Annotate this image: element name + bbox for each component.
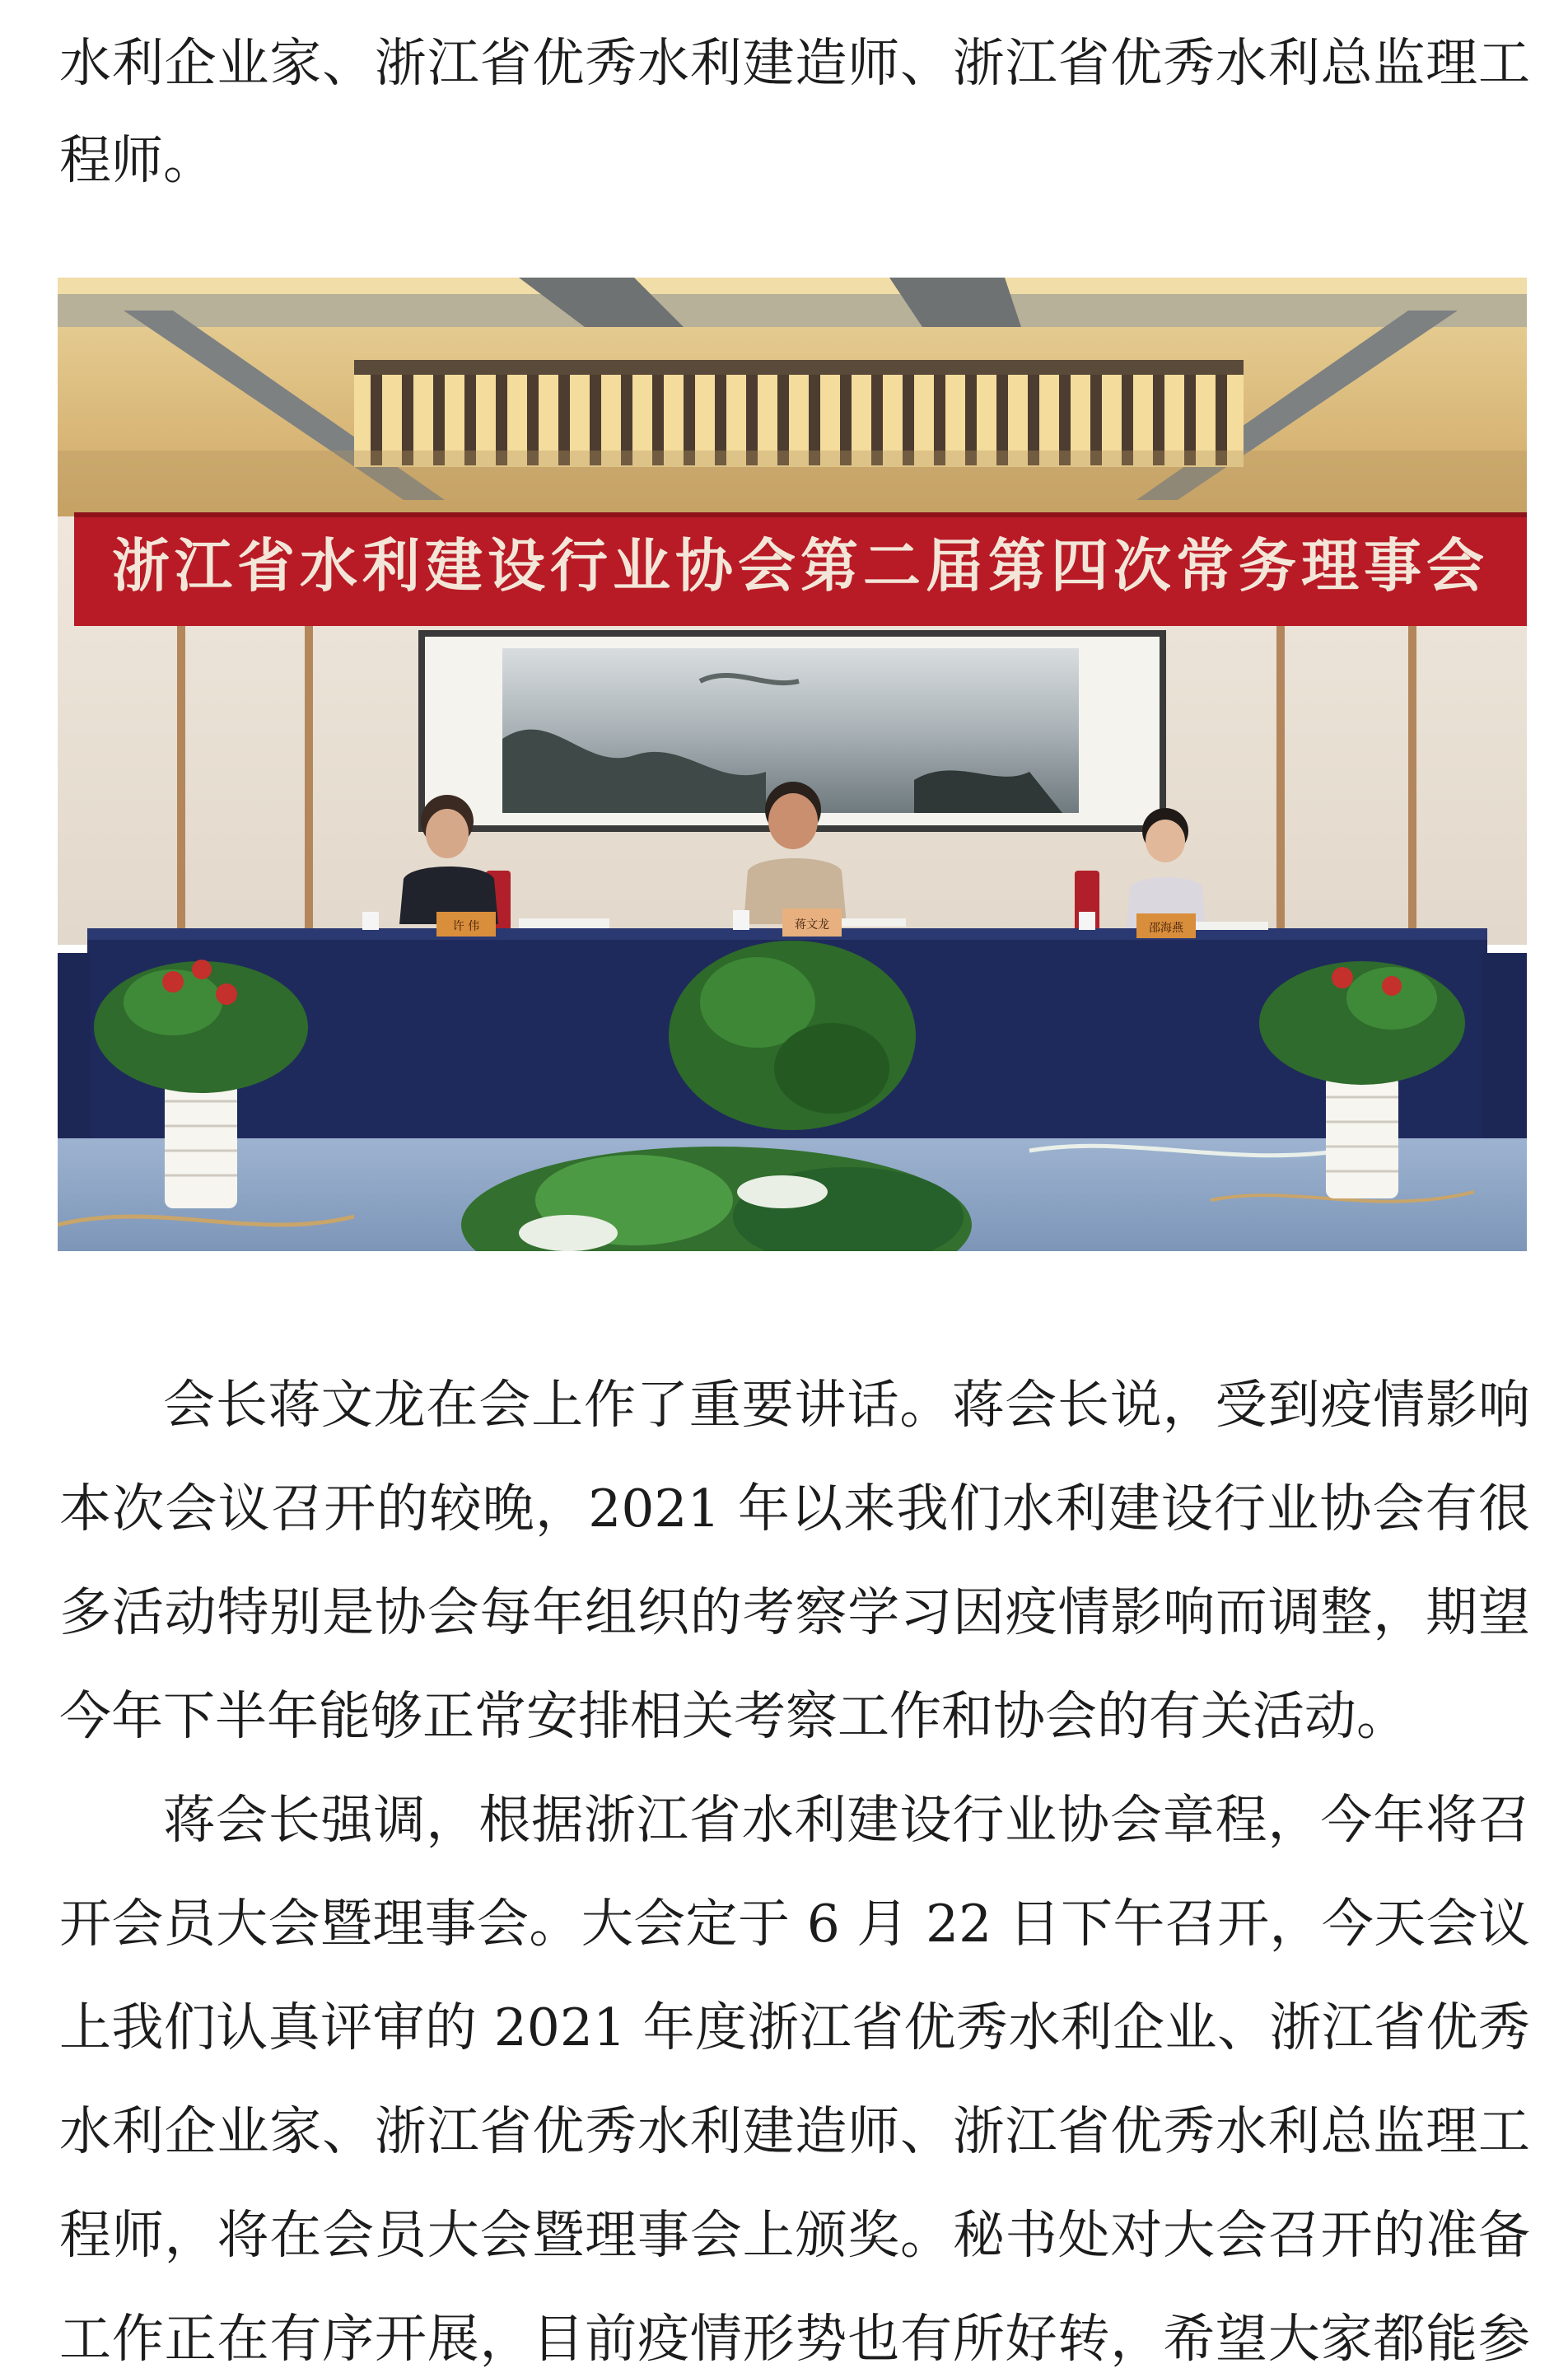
paragraph2-line-1: 蒋会长强调，根据浙江省水利建设行业协会章程，今年将召 [163,1790,1530,1850]
paragraph2-line-2: 开会员大会暨理事会。大会定于 6 月 22 日下午召开，今天会议 [59,1894,1530,1954]
nameplate-left-text: 许 伟 [452,920,480,933]
paragraph2-line-5: 程师，将在会员大会暨理事会上颁奖。秘书处对大会召开的准备 [59,2205,1530,2265]
conference-photo [58,278,1527,1251]
nameplate-center-text: 蒋文龙 [795,918,829,932]
plant-center [669,941,916,1130]
paragraph1-line-4: 今年下半年能够正常安排相关考察工作和协会的有关活动。 [59,1686,1408,1746]
paragraph2-line-4: 水利企业家、浙江省优秀水利建造师、浙江省优秀水利总监理工 [59,2101,1530,2161]
paragraph2-line-3: 上我们认真评审的 2021 年度浙江省优秀水利企业、浙江省优秀 [59,1997,1530,2058]
paragraph2-line-6: 工作正在有序开展，目前疫情形势也有所好转，希望大家都能参 [59,2309,1530,2369]
intro-line-2: 程师。 [59,130,215,190]
nameplate-left [436,912,496,937]
nameplate-right [1136,913,1196,938]
paragraph1-line-1: 会长蒋文龙在会上作了重要讲话。蒋会长说，受到疫情影响 [163,1375,1530,1435]
banner-text: 浙江省水利建设行业协会第二届第四次常务理事会 [112,532,1489,600]
nameplate-center [782,909,842,937]
paragraph1-line-2: 本次会议召开的较晚，2021 年以来我们水利建设行业协会有很 [59,1478,1530,1539]
paragraph1-line-3: 多活动特别是协会每年组织的考察学习因疫情影响而调整，期望 [59,1582,1530,1642]
intro-line-1: 水利企业家、浙江省优秀水利建造师、浙江省优秀水利总监理工 [59,33,1530,93]
nameplate-right-text: 邵海燕 [1149,922,1183,935]
